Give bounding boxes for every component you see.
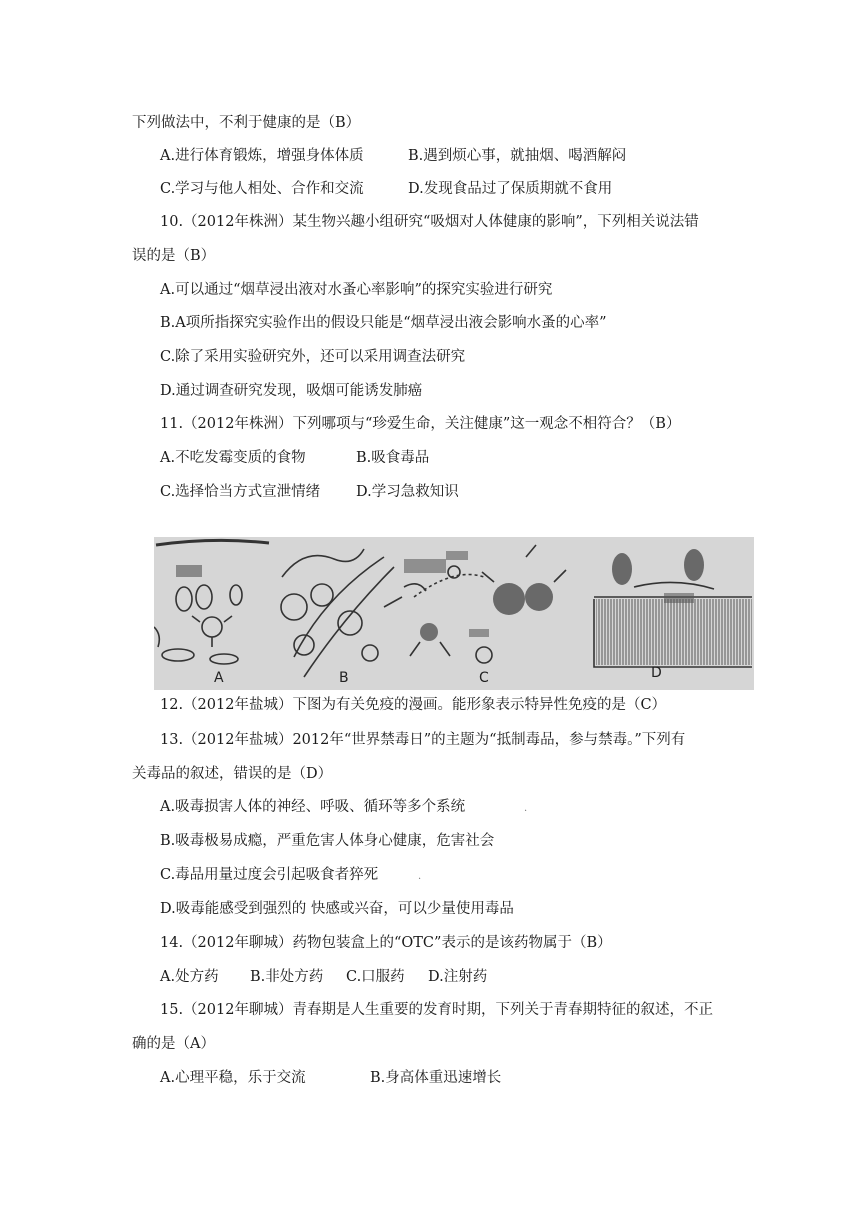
- stray-mark: .: [418, 871, 422, 882]
- q13-option-a: A.吸毒损害人体的神经、呼吸、循环等多个系统: [160, 799, 466, 815]
- q13-option-b: B.吸毒极易成瘾，严重危害人体身心健康，危害社会: [160, 833, 495, 849]
- q15-option-b: B.身高体重迅速增长: [370, 1070, 502, 1086]
- q11-option-a: A.不吃发霉变质的食物: [160, 450, 306, 466]
- q10-stem-line-1: 10.（2012年株洲）某生物兴趣小组研究“吸烟对人体健康的影响”，下列相关说法错: [160, 214, 699, 230]
- intro-option-a: A.进行体育锻炼，增强身体体质: [160, 148, 364, 164]
- q10-stem-line-2: 误的是（B）: [132, 248, 216, 264]
- intro-options-row-2: [160, 179, 612, 199]
- intro-question-stem: 下列做法中，不利于健康的是（B）: [132, 115, 361, 131]
- q15-stem-line-2: 确的是（A）: [132, 1036, 215, 1052]
- q14-option-c: C.口服药: [346, 969, 405, 985]
- cartoon-drawing: [154, 537, 754, 690]
- intro-option-c: C.学习与他人相处、合作和交流: [160, 181, 364, 197]
- q14-stem: 14.（2012年聊城）药物包装盒上的“OTC”表示的是该药物属于（B）: [160, 935, 612, 951]
- q13-option-c: C.毒品用量过度会引起吸食者猝死: [160, 867, 379, 883]
- q11-options-row-2: [160, 482, 459, 502]
- panel-label-a: A: [214, 670, 224, 686]
- q11-option-b: B.吸食毒品: [356, 450, 430, 466]
- panel-label-b: B: [339, 670, 349, 686]
- panel-label-d: D: [651, 665, 662, 681]
- q11-stem: 11.（2012年株洲）下列哪项与“珍爱生命，关注健康”这一观念不相符合？（B）: [160, 416, 681, 432]
- panel-label-c: C: [479, 670, 489, 686]
- q10-option-a: A.可以通过“烟草浸出液对水蚤心率影响”的探究实验进行研究: [160, 282, 553, 298]
- q15-option-a: A.心理平稳，乐于交流: [160, 1070, 306, 1086]
- stray-mark: .: [524, 803, 528, 814]
- q15-stem-line-1: 15.（2012年聊城）青春期是人生重要的发育时期，下列关于青春期特征的叙述，不正: [160, 1002, 713, 1018]
- q13-option-d: D.吸毒能感受到强烈的 快感或兴奋，可以少量使用毒品: [160, 901, 514, 917]
- intro-option-b: B.遇到烦心事，就抽烟、喝酒解闷: [408, 148, 627, 164]
- q10-option-c: C.除了采用实验研究外，还可以采用调查法研究: [160, 349, 466, 365]
- q10-option-b: B.A项所指探究实验作出的假设只能是“烟草浸出液会影响水蚤的心率”: [160, 315, 607, 331]
- intro-options-row-1: [160, 146, 626, 166]
- q14-options-row: [160, 967, 487, 987]
- q14-option-d: D.注射药: [428, 969, 488, 985]
- q14-option-a: A.处方药: [160, 969, 219, 985]
- q15-options-row: [160, 1068, 501, 1088]
- q10-option-d: D.通过调查研究发现，吸烟可能诱发肺癌: [160, 383, 423, 399]
- q14-option-b: B.非处方药: [250, 969, 324, 985]
- q13-stem-line-1: 13.（2012年盐城）2012年“世界禁毒日”的主题为“抵制毒品，参与禁毒。”下列有: [160, 732, 686, 748]
- q11-option-c: C.选择恰当方式宣泄情绪: [160, 484, 321, 500]
- q11-options-row-1: [160, 448, 429, 468]
- q13-stem-line-2: 关毒品的叙述，错误的是（D）: [132, 766, 333, 782]
- immunity-cartoon-figure: [154, 537, 754, 690]
- q11-option-d: D.学习急救知识: [356, 484, 459, 500]
- q12-stem: 12.（2012年盐城）下图为有关免疫的漫画。能形象表示特异性免疫的是（C）: [160, 697, 667, 713]
- intro-option-d: D.发现食品过了保质期就不食用: [408, 181, 613, 197]
